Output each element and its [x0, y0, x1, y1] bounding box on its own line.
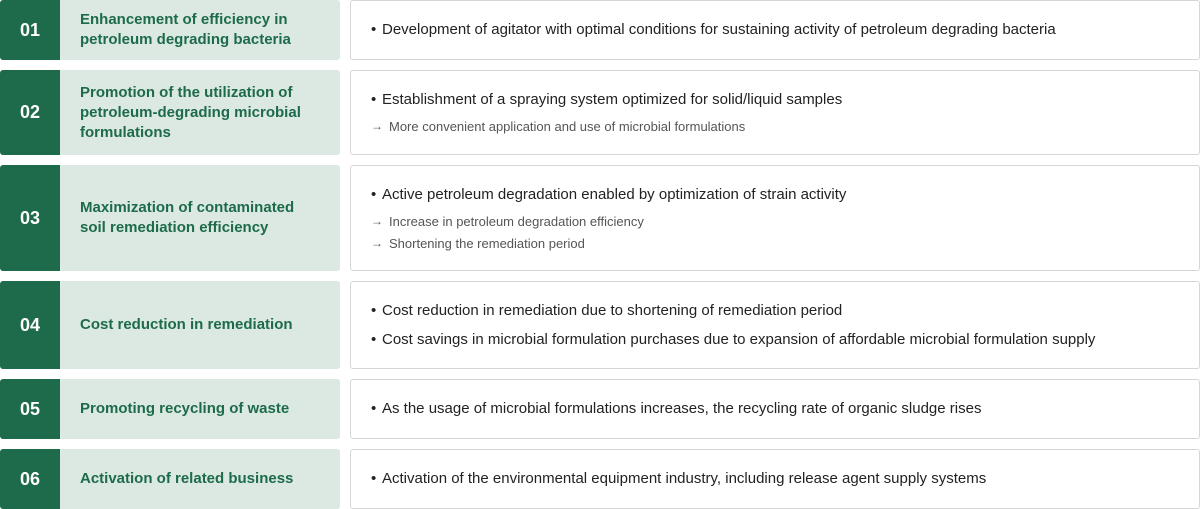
row-number: 03	[0, 165, 60, 271]
bullet-item	[371, 399, 1179, 419]
bullet-dot-icon: •	[371, 330, 377, 348]
bullet-text: Establishment of a spraying system optimized for solid/liquid samples	[382, 91, 843, 108]
row-title: Enhancement of efficiency in petroleum degrading bacteria	[60, 0, 340, 60]
row-title: Promoting recycling of waste	[60, 379, 340, 439]
bullet-item	[371, 301, 1179, 321]
bullet-text: As the usage of microbial formulations increases, the recycling rate of organic sludge rises	[382, 400, 982, 417]
bullet-dot-icon: •	[371, 185, 377, 203]
sub-item	[371, 235, 1179, 252]
row-number: 06	[0, 449, 60, 509]
bullet-text: Cost reduction in remediation due to shortening of remediation period	[382, 301, 843, 319]
bullet-dot-icon: •	[371, 301, 377, 319]
bullet-item	[371, 330, 1179, 350]
sub-text: More convenient application and use of microbial formulations	[389, 119, 746, 134]
row-title: Activation of related business	[60, 449, 340, 509]
bullet-text: Cost savings in microbial formulation purchases due to expansion of affordable microbial formulation supply	[382, 330, 1096, 348]
bullet-text: Activation of the environmental equipment industry, including release agent supply systems	[382, 470, 987, 487]
bullet-item	[371, 469, 1179, 489]
benefit-row	[0, 70, 1200, 155]
benefit-row	[0, 0, 1200, 60]
row-number: 05	[0, 379, 60, 439]
row-title: Maximization of contaminated soil remediation efficiency	[60, 165, 340, 271]
benefit-row	[0, 449, 1200, 509]
row-description-box	[350, 379, 1200, 439]
bullet-dot-icon: •	[371, 470, 377, 487]
sub-text: Increase in petroleum degradation efficiency	[389, 213, 644, 229]
bullet-item	[371, 185, 1179, 205]
bullet-dot-icon: •	[371, 21, 377, 38]
row-number: 02	[0, 70, 60, 155]
arrow-right-icon: →	[371, 119, 383, 133]
sub-text: Shortening the remediation period	[389, 235, 585, 251]
bullet-text: Active petroleum degradation enabled by optimization of strain activity	[382, 185, 847, 203]
row-number: 01	[0, 0, 60, 60]
arrow-right-icon: →	[371, 213, 383, 228]
bullet-dot-icon: •	[371, 400, 377, 417]
bullet-item	[371, 90, 1179, 110]
sub-item	[371, 118, 1179, 135]
arrow-right-icon: →	[371, 235, 383, 250]
benefit-row	[0, 281, 1200, 369]
row-description-box	[350, 449, 1200, 509]
sub-item	[371, 213, 1179, 230]
bullet-text: Development of agitator with optimal conditions for sustaining activity of petroleum degrading bacteria	[382, 21, 1056, 38]
row-number: 04	[0, 281, 60, 369]
row-description-box	[350, 0, 1200, 60]
bullet-dot-icon: •	[371, 91, 377, 108]
row-title: Cost reduction in remediation	[60, 281, 340, 369]
benefit-row	[0, 379, 1200, 439]
row-description-box	[350, 165, 1200, 271]
bullet-item	[371, 20, 1179, 40]
row-description-box	[350, 281, 1200, 369]
benefit-row	[0, 165, 1200, 271]
row-description-box	[350, 70, 1200, 155]
row-title: Promotion of the utilization of petroleum-degrading microbial formulations	[60, 70, 340, 155]
